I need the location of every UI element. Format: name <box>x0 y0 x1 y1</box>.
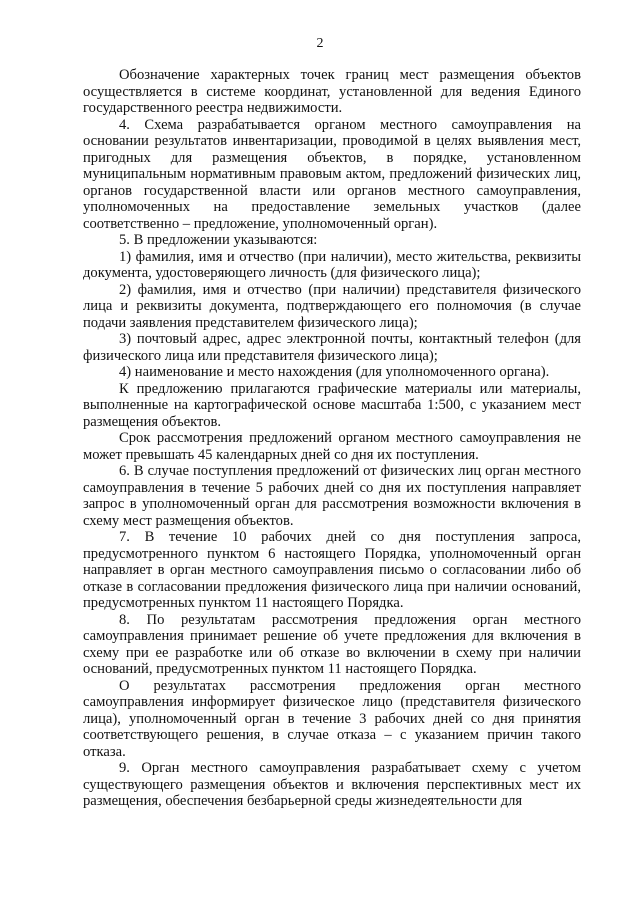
paragraph-item-4: 4. Схема разрабатывается органом местного самоуправления на основании результатов инвентаризации, проводимой в целях выявления мест, пригодных для размещения объектов, в порядке, установленном муниципальным нормативным правовым актом, предложений физических лиц, органов государственной власти или органов местного самоуправления, уполномоченных на предоставление земельных участков (далее соответственно – предложение, уполномоченный орган). <box>83 116 581 232</box>
paragraph-item-6: 6. В случае поступления предложений от физических лиц орган местного самоуправления в течение 5 рабочих дней со дня их поступления направляет запрос в уполномоченный орган для рассмотрения возможности включения в схему мест размещения объектов. <box>83 463 581 529</box>
paragraph-subitem-4: 4) наименование и место нахождения (для уполномоченного органа). <box>119 364 550 380</box>
document-body <box>83 67 581 810</box>
page-number: 2 <box>316 36 324 51</box>
paragraph-review-term: Срок рассмотрения предложений органом местного самоуправления не может превышать 45 календарных дней со дня их поступления. <box>83 430 581 463</box>
paragraph-subitem-1: 1) фамилия, имя и отчество (при наличии), место жительства, реквизиты документа, удостоверяющего личность (для физического лица); <box>83 248 581 281</box>
paragraph-subitem-2: 2) фамилия, имя и отчество (при наличии) представителя физического лица и реквизиты документа, подтверждающего его полномочия (в случае подачи заявления представителем физического лица); <box>83 281 581 331</box>
paragraph-attachments: К предложению прилагаются графические материалы или материалы, выполненные на картографической основе масштаба 1:500, с указанием мест размещения объектов. <box>83 380 581 430</box>
paragraph-item-9: 9. Орган местного самоуправления разрабатывает схему с учетом существующего размещения объектов и включения перспективных мест их размещения, обеспечения безбарьерной среды жизнедеятельности для <box>83 760 581 809</box>
paragraph-item-7: 7. В течение 10 рабочих дней со дня поступления запроса, предусмотренного пунктом 6 настоящего Порядка, уполномоченный орган направляет в орган местного самоуправления письмо о согласовании либо об отказе в согласовании предложения физического лица при наличии оснований, предусмотренных пунктом 11 настоящего Порядка. <box>83 529 581 611</box>
paragraph-notification: О результатах рассмотрения предложения орган местного самоуправления информирует физическое лицо (представителя физического лица), уполномоченный орган в течение 3 рабочих дней со дня принятия соответствующего решения, в случае отказа – с указанием причин такого отказа. <box>83 677 581 760</box>
paragraph-coordinates: Обозначение характерных точек границ мест размещения объектов осуществляется в системе координат, установленной для ведения Единого государственного реестра недвижимости. <box>83 67 581 116</box>
paragraph-item-8: 8. По результатам рассмотрения предложения орган местного самоуправления принимает решение об учете предложения для включения в схему при ее разработке или об отказе во включении в схему при наличии оснований, предусмотренных пунктом 11 настоящего Порядка. <box>83 611 581 677</box>
paragraph-subitem-3: 3) почтовый адрес, адрес электронной почты, контактный телефон (для физического лица или представителя физического лица); <box>83 331 581 364</box>
paragraph-item-5: 5. В предложении указываются: <box>119 232 318 248</box>
